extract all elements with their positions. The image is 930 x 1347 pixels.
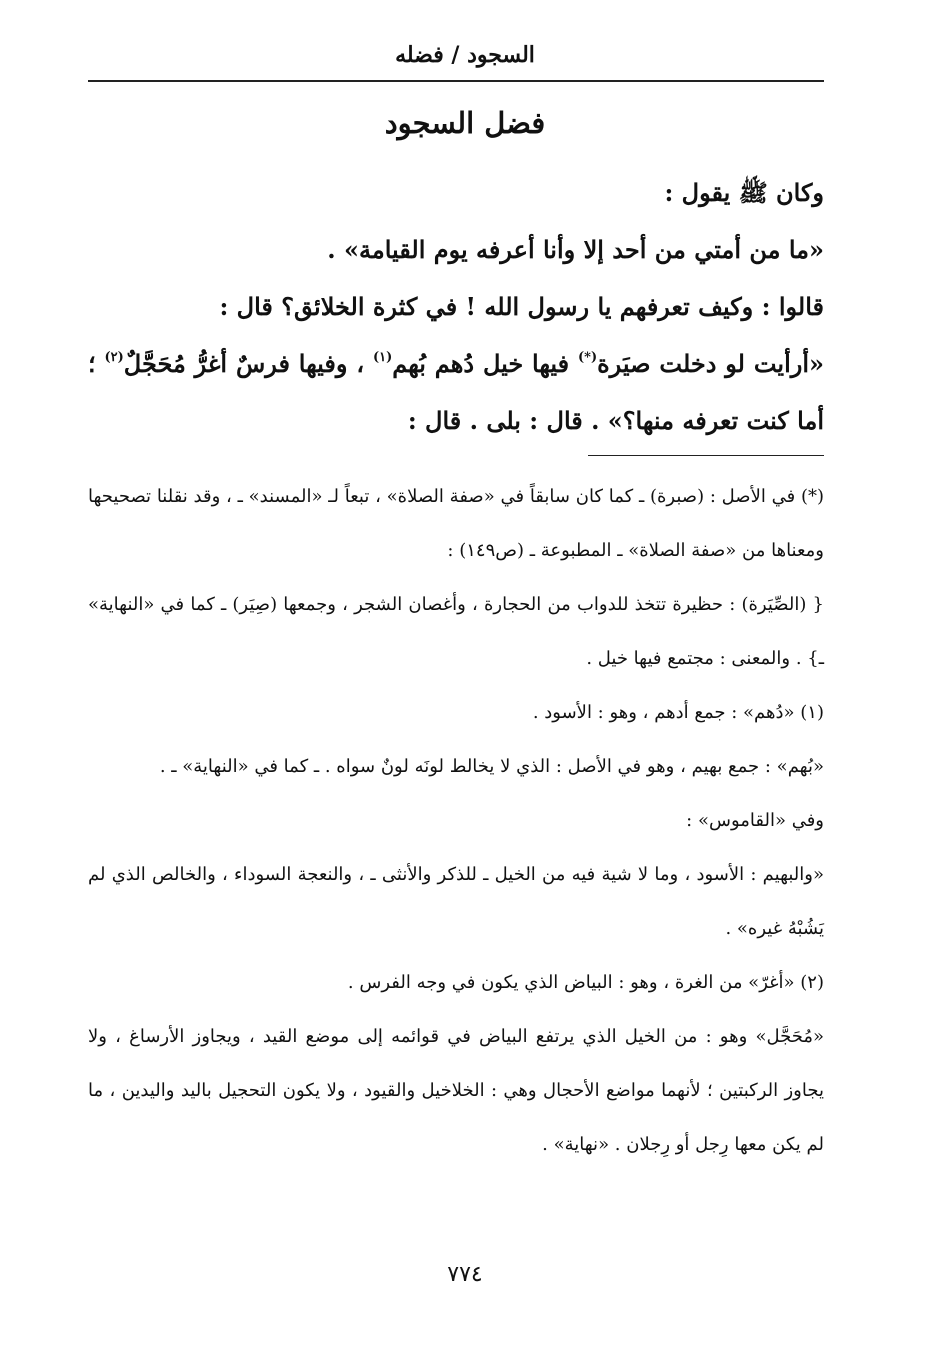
body-text-1b: يقول :	[664, 178, 739, 207]
footnote-ref-star: (*)	[578, 350, 598, 365]
page-number: ٧٧٤	[447, 1262, 483, 1287]
body-text-1a: وكان	[767, 178, 824, 207]
footnote-1-qamus-intro: وفي «القاموس» :	[686, 810, 824, 831]
footnote-2-muhajjal: «مُحَجَّل» وهو : من الخيل الذي يرتفع البياض في قوائمه إلى موضع القيد ، ويجاوز الأرساغ ، ولا يجاوز الركبتين ؛ لأنهما مواضع الأحجال وهي : الخلاخيل والقيود ، ولا يكون التحجيل باليد واليدين ، ما لم يكن معها رِجل أو رِجلان . «نهاية» .	[88, 1026, 824, 1155]
main-text	[88, 164, 824, 449]
body-paragraph-4	[88, 335, 824, 449]
honorific-ligature: ﷺ	[738, 178, 768, 207]
body-paragraph-2: «ما من أمتي من أحد إلا وأنا أعرفه يوم القيامة» .	[327, 235, 824, 264]
footnote-ref-2: (٢)	[104, 350, 124, 365]
header-divider	[88, 80, 824, 82]
footnote-ref-1: (١)	[372, 350, 393, 365]
footnote-divider	[588, 455, 824, 456]
body-text-4c: ، وفيها فرسٌ أغرُّ مُحَجَّلٌ	[123, 349, 373, 378]
footnote-2: (٢) «أغرّ» من الغرة ، وهو : البياض الذي يكون في وجه الفرس .	[347, 972, 824, 993]
footnotes	[88, 470, 824, 1172]
body-text-4d: ؛ أما كنت تعرفه منها؟» . قال : بلى . قال :	[88, 349, 824, 435]
footnote-star: (*) في الأصل : (صبرة) ـ كما كان سابقاً في «صفة الصلاة» ، تبعاً لـ «المسند» ـ ، وقد نقلنا تصحيحها ومعناها من «صفة الصلاة» ـ المطبوعة ـ (ص١٤٩) :	[88, 486, 824, 561]
footnote-star-quote: { (الصِّيَرة) : حظيرة تتخذ للدواب من الحجارة ، وأغصان الشجر ، وجمعها (صِيَر) ـ كما في «النهاية» ـ} . والمعنى : مجتمع فيها خيل .	[88, 594, 824, 669]
footnote-1-qamus-quote: «والبهيم : الأسود ، وما لا شية فيه من الخيل ـ للذكر والأنثى ـ ، والنعجة السوداء ، والخالص الذي لم يَشُبْهُ غيره» .	[88, 864, 824, 939]
body-paragraph-3: قالوا : وكيف تعرفهم يا رسول الله ! في كثرة الخلائق؟ قال :	[219, 292, 824, 321]
body-paragraph-1	[88, 164, 824, 221]
footnote-1-buhm: «بُهم» : جمع بهيم ، وهو في الأصل : الذي لا يخالط لونَه لونٌ سواه . ـ كما في «النهاية» ـ .	[159, 756, 824, 777]
section-title: فضل السجود	[384, 106, 546, 140]
footnote-1: (١) «دُهم» : جمع أدهم ، وهو : الأسود .	[532, 702, 824, 723]
body-text-4b: فيها خيل دُهم بُهم	[392, 349, 578, 378]
running-header: السجود / فضله	[395, 42, 535, 68]
body-text-4a: «أرأيت لو دخلت صيَرة	[597, 349, 825, 378]
